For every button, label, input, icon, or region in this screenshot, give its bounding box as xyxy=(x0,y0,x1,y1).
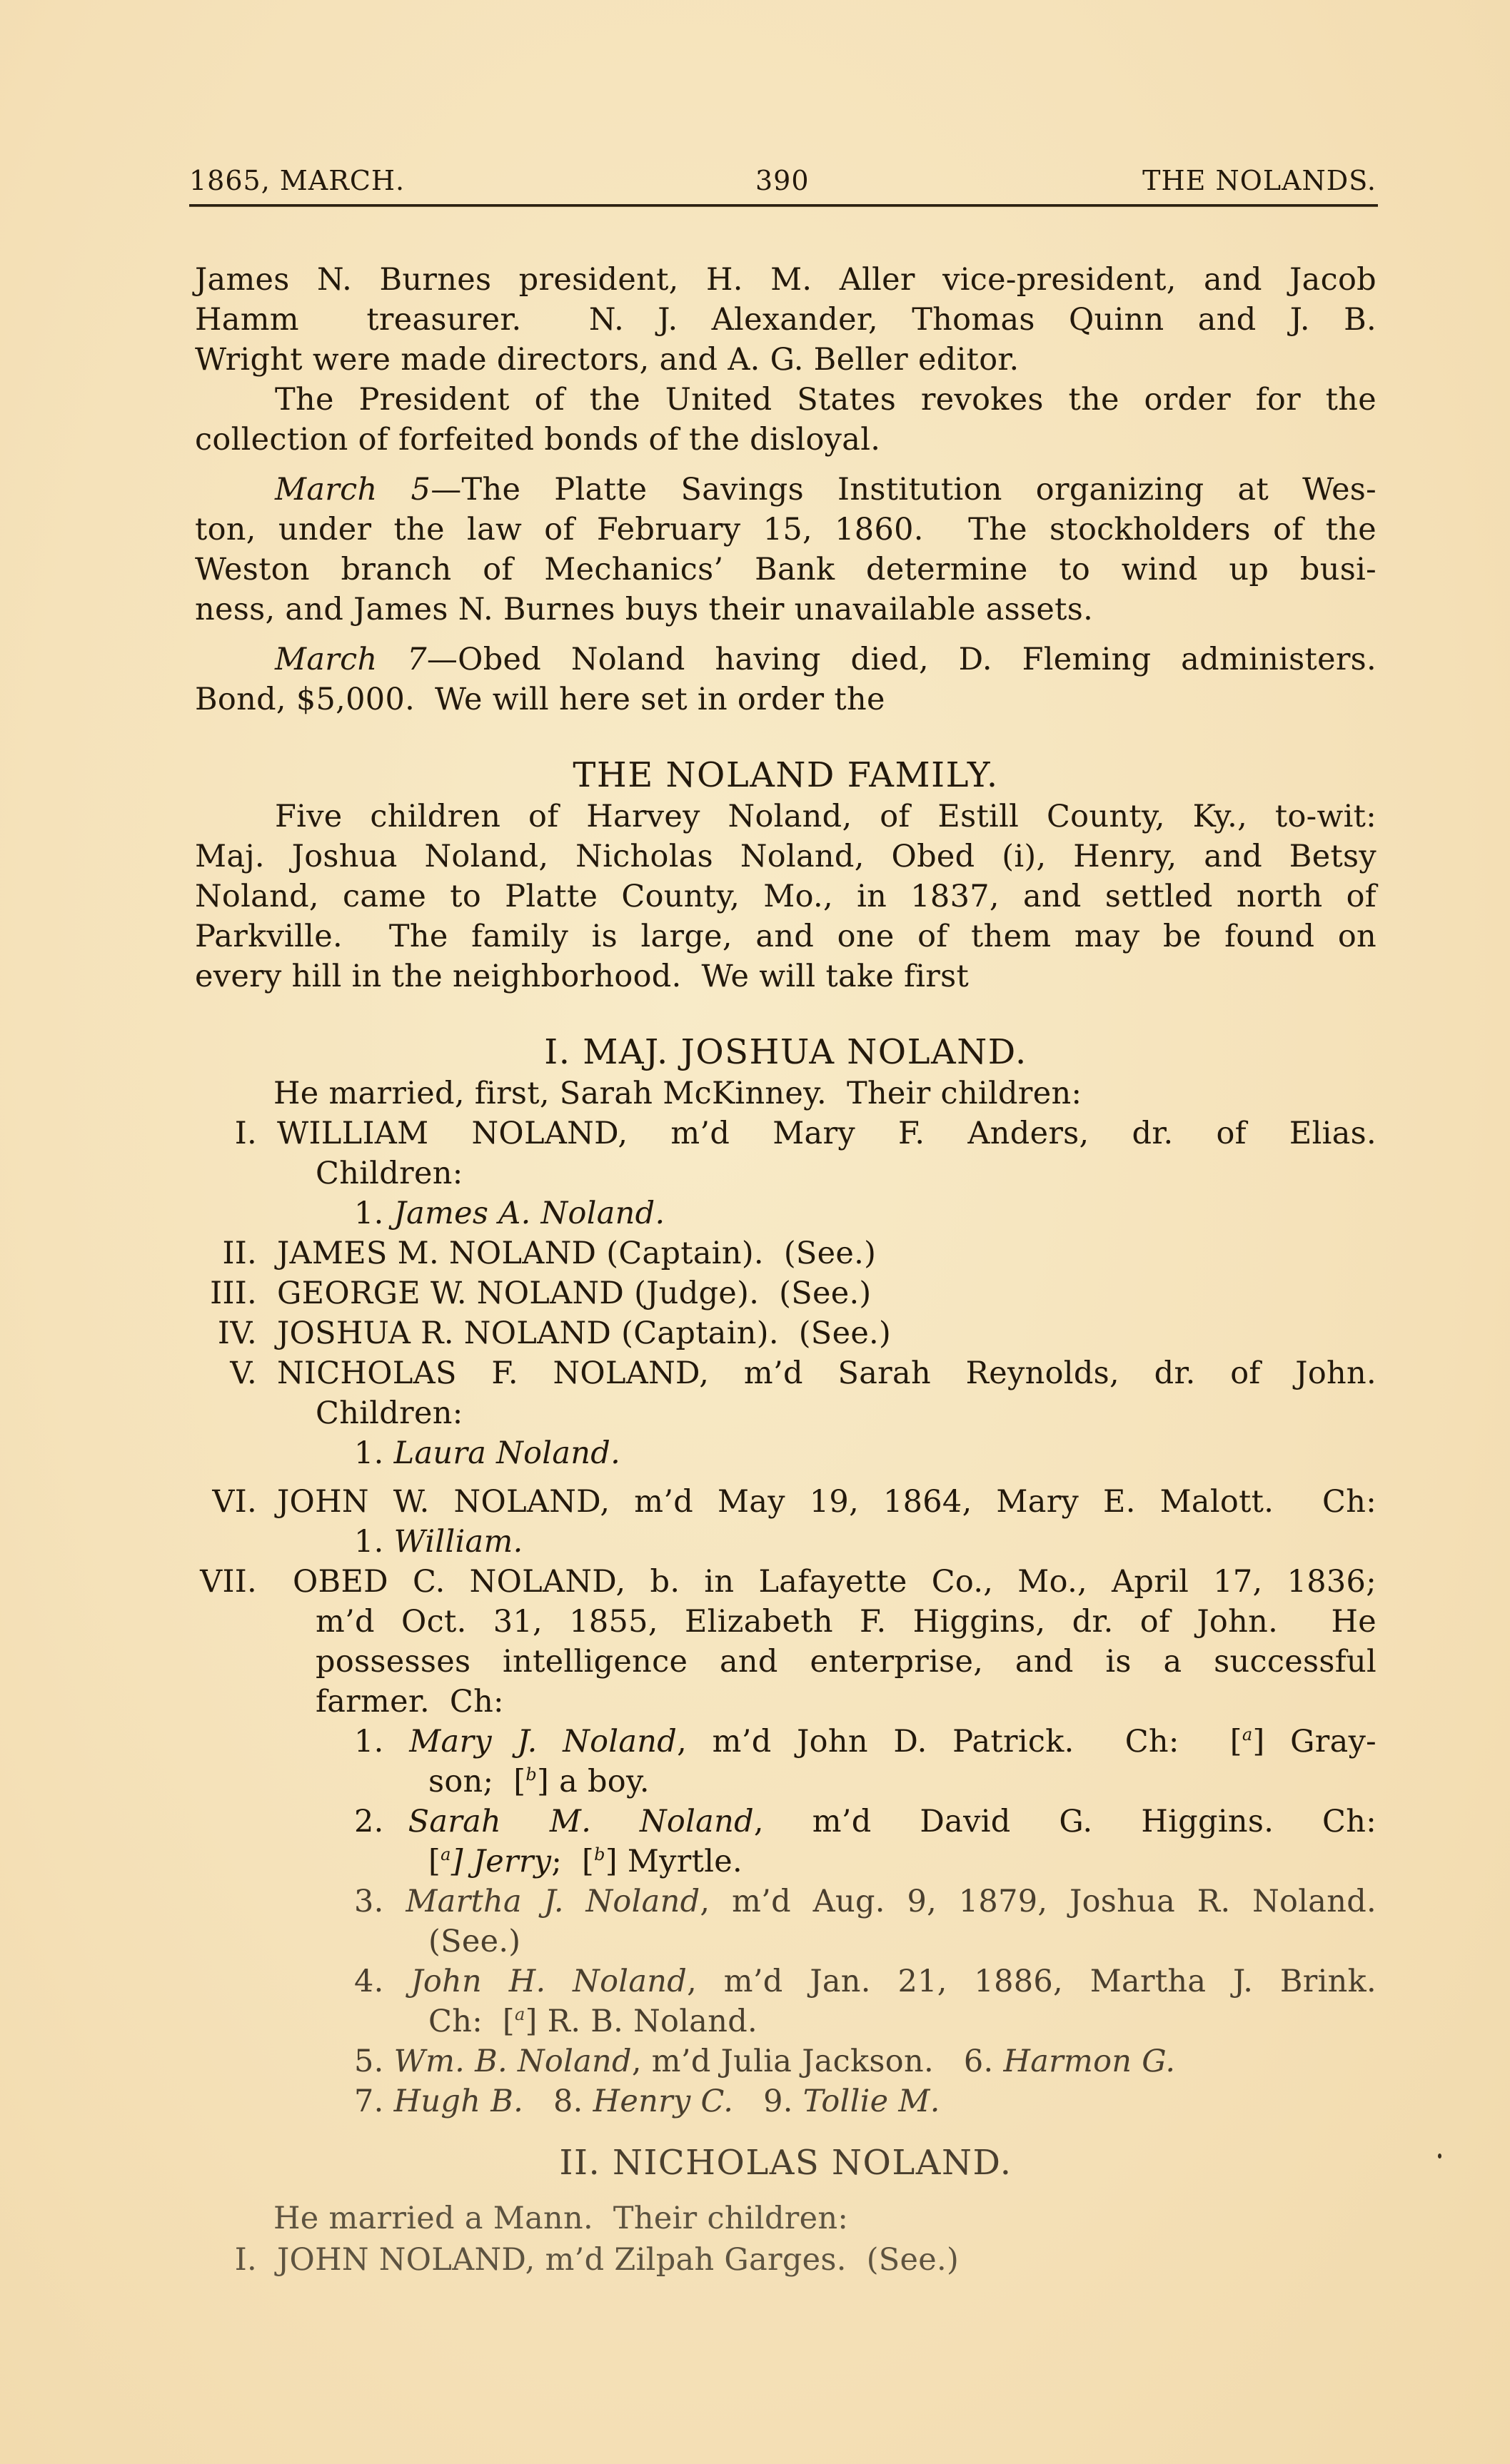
text-line: He married a Mann. Their children: xyxy=(273,2201,849,2236)
text-line: every hill in the neighborhood. We will take first xyxy=(195,959,970,994)
running-header-left: 1865, MARCH. xyxy=(189,165,406,196)
grandchild-number: 2. xyxy=(354,1804,384,1839)
grandchild-number: 1. xyxy=(354,1196,384,1231)
grandchild-number: 1. xyxy=(354,1724,384,1759)
child-entry: JOSHUA R. NOLAND (Captain). (See.) xyxy=(277,1316,892,1351)
grandchild-name: James A. Noland. xyxy=(393,1196,665,1231)
text-line: ness, and James N. Burnes buys their unavailable assets. xyxy=(195,592,1094,627)
grandchild-detail: , m’d David G. Higgins. Ch: xyxy=(753,1804,1377,1839)
footnote-marker: a xyxy=(1242,1725,1253,1745)
march5-date: March 5 xyxy=(275,472,431,508)
grandchild-name: Sarah M. Noland xyxy=(408,1804,754,1839)
footnote-marker: b xyxy=(525,1764,538,1784)
grandchild-entry xyxy=(354,1193,665,1233)
roman-numeral: IV. xyxy=(217,1316,257,1351)
grandchild-name: Wm. B. Noland xyxy=(393,2044,632,2079)
grandchild-number: 8. xyxy=(553,2084,583,2119)
child-entry: JOHN W. NOLAND, m’d May 19, 1864, Mary E. Malott. Ch: xyxy=(277,1484,1376,1520)
great-grandchild-name: ] Jerry xyxy=(451,1844,552,1879)
child-entry: NICHOLAS F. NOLAND, m’d Sarah Reynolds, dr. of John. xyxy=(277,1355,1376,1391)
grandchild-number: 5. xyxy=(354,2044,384,2079)
march7-first-line xyxy=(275,640,1376,680)
roman-numeral: V. xyxy=(230,1355,257,1391)
text-line: Parkville. The family is large, and one of them may be found on xyxy=(195,919,1376,954)
continuation-line: (See.) xyxy=(428,1924,521,1959)
text-line: farmer. Ch: xyxy=(316,1684,504,1720)
footnote-marker: b xyxy=(594,1844,605,1864)
page-number: 390 xyxy=(755,165,810,196)
text-line: Hamm treasurer. N. J. Alexander, Thomas Quinn and J. B. xyxy=(195,302,1376,338)
march5-text: —The Platte Savings Institution organizing at Wes- xyxy=(431,472,1377,508)
children-label: Children: xyxy=(316,1156,463,1191)
text-line: The President of the United States revokes the order for the xyxy=(275,382,1376,418)
grandchild-name: Tollie M. xyxy=(802,2084,940,2119)
grandchild-entry xyxy=(354,1722,1376,1762)
grandchild-number: 4. xyxy=(354,1964,384,1999)
grandchild-detail: , m’d Aug. 9, 1879, Joshua R. Noland. xyxy=(700,1884,1376,1919)
roman-numeral: VII. xyxy=(200,1564,257,1600)
roman-numeral: II. xyxy=(222,1236,257,1271)
child-entry: JOHN NOLAND, m’d Zilpah Garges. (See.) xyxy=(277,2242,960,2278)
text-line: He married, first, Sarah McKinney. Their children: xyxy=(273,1076,1082,1111)
child-entry: JAMES M. NOLAND (Captain). (See.) xyxy=(277,1236,877,1271)
text-line: Noland, came to Platte County, Mo., in 1837, and settled north of xyxy=(195,879,1376,914)
grandchild-number: 7. xyxy=(354,2084,384,2119)
text-line: m’d Oct. 31, 1855, Elizabeth F. Higgins, dr. of John. He xyxy=(316,1604,1376,1640)
grandchild-entry xyxy=(354,1802,1376,1842)
grandchild-detail: , m’d Jan. 21, 1886, Martha J. Brink. xyxy=(687,1964,1376,1999)
header-rule xyxy=(189,204,1378,207)
grandchild-detail: [ xyxy=(428,1844,441,1879)
continuation-line xyxy=(428,2001,757,2041)
text-line: Bond, $5,000. We will here set in order the xyxy=(195,682,885,717)
grandchild-number: 1. xyxy=(354,1435,384,1471)
section-heading-nicholas: II. NICHOLAS NOLAND. xyxy=(559,2143,1012,2183)
grandchild-detail: son; [ xyxy=(428,1764,526,1799)
continuation-line xyxy=(428,1762,650,1802)
running-header-right: THE NOLANDS. xyxy=(1142,165,1376,196)
continuation-line xyxy=(428,1842,743,1882)
grandchild-detail: ] Myrtle. xyxy=(605,1844,743,1879)
grandchild-number: 6. xyxy=(963,2044,994,2079)
text-line: ton, under the law of February 15, 1860. The stockholders of the xyxy=(195,512,1376,547)
text-line: collection of forfeited bonds of the disloyal. xyxy=(195,422,881,458)
grandchild-detail: ] Gray- xyxy=(1252,1724,1376,1759)
text-line: Weston branch of Mechanics’ Bank determine to wind up busi- xyxy=(195,552,1376,587)
grandchild-name: William. xyxy=(393,1524,523,1560)
grandchild-detail: ] R. B. Noland. xyxy=(525,2004,757,2039)
march7-text: —Obed Noland having died, D. Fleming administers. xyxy=(426,642,1377,677)
grandchild-name: Mary J. Noland xyxy=(409,1724,678,1759)
grandchild-detail: ] a boy. xyxy=(537,1764,650,1799)
grandchild-number: 9. xyxy=(763,2084,793,2119)
march5-first-line xyxy=(275,470,1376,510)
children-label: Children: xyxy=(316,1395,463,1431)
text-line: Maj. Joshua Noland, Nicholas Noland, Obed (i), Henry, and Betsy xyxy=(195,839,1376,874)
footnote-marker: a xyxy=(441,1844,451,1864)
section-heading-joshua: I. MAJ. JOSHUA NOLAND. xyxy=(544,1032,1027,1072)
grandchild-name: Hugh B. xyxy=(393,2084,524,2119)
grandchild-entry xyxy=(354,1522,523,1562)
grandchild-name: Laura Noland. xyxy=(393,1435,621,1471)
grandchild-entry xyxy=(354,1433,620,1473)
grandchild-name: John H. Noland xyxy=(411,1964,688,1999)
paper-speck xyxy=(1438,2154,1441,2158)
roman-numeral: I. xyxy=(234,1116,257,1151)
grandchild-name: Martha J. Noland xyxy=(406,1884,700,1919)
grandchild-detail: , m’d Julia Jackson. xyxy=(631,2044,934,2079)
grandchild-entry xyxy=(354,1961,1376,2001)
grandchild-detail: , m’d John D. Patrick. Ch: [ xyxy=(677,1724,1242,1759)
text-line: possesses intelligence and enterprise, and is a successful xyxy=(316,1644,1376,1680)
text-line: James N. Burnes president, H. M. Aller vice-president, and Jacob xyxy=(195,262,1376,298)
grandchild-entry xyxy=(354,1882,1376,1922)
grandchild-detail: Ch: [ xyxy=(428,2004,515,2039)
text-line: Five children of Harvey Noland, of Estill County, Ky., to-wit: xyxy=(275,799,1376,834)
grandchild-entry xyxy=(354,2041,1175,2081)
child-entry: GEORGE W. NOLAND (Judge). (See.) xyxy=(277,1276,872,1311)
grandchild-entry xyxy=(354,2081,940,2121)
grandchild-number: 1. xyxy=(354,1524,384,1560)
march7-date: March 7 xyxy=(275,642,427,677)
roman-numeral: III. xyxy=(210,1276,257,1311)
roman-numeral: VI. xyxy=(212,1484,257,1520)
child-entry: WILLIAM NOLAND, m’d Mary F. Anders, dr. of Elias. xyxy=(277,1116,1376,1151)
text-line: Wright were made directors, and A. G. Beller editor. xyxy=(195,342,1020,378)
grandchild-detail: ; [ xyxy=(551,1844,595,1879)
footnote-marker: a xyxy=(515,2004,525,2024)
grandchild-name: Harmon G. xyxy=(1003,2044,1176,2079)
grandchild-name: Henry C. xyxy=(593,2084,734,2119)
section-heading-noland-family: THE NOLAND FAMILY. xyxy=(573,755,999,795)
roman-numeral: I. xyxy=(234,2242,257,2278)
child-entry: OBED C. NOLAND, b. in Lafayette Co., Mo., April 17, 1836; xyxy=(293,1564,1376,1600)
grandchild-number: 3. xyxy=(354,1884,384,1919)
